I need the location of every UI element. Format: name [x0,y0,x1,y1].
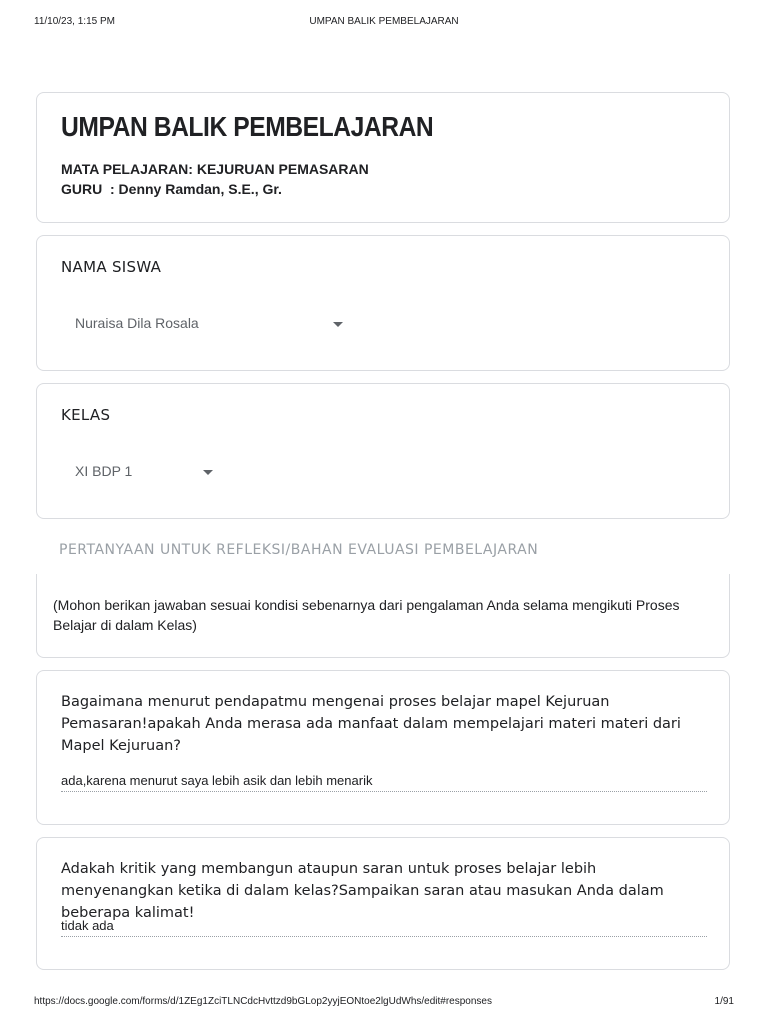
form-title: UMPAN BALIK PEMBELAJARAN [61,111,434,142]
question-text: Bagaimana menurut pendapatmu mengenai proses belajar mapel Kejuruan Pemasaran!apakah Anda merasa ada manfaat dalam mempelajari materi materi dari Mapel Kejuruan? [61,694,681,754]
question-text: Adakah kritik yang membangun ataupun saran untuk proses belajar lebih menyenangkan ketika di dalam kelas?Sampaikan saran atau masukan Anda dalam beberapa kalimat! [61,861,664,921]
answer-field[interactable]: tidak ada [61,918,707,937]
print-title: UMPAN BALIK PEMBELAJARAN [309,16,459,27]
teacher-line: GURU : Denny Ramdan, S.E., Gr. [61,181,282,197]
dropdown-arrow-icon [333,322,343,327]
kelas-dropdown[interactable] [75,460,220,484]
section-description-card [36,574,730,658]
nama-siswa-dropdown[interactable] [75,312,350,336]
dropdown-value: Nuraisa Dila Rosala [75,315,199,331]
section-title: PERTANYAAN UNTUK REFLEKSI/BAHAN EVALUASI PEMBELAJARAN [59,542,539,558]
question-card-kelas [36,383,730,519]
dropdown-arrow-icon [203,470,213,475]
question-card-reflection-1 [36,670,730,825]
question-label: KELAS [61,406,111,424]
print-timestamp: 11/10/23, 1:15 PM [34,16,115,27]
print-footer [34,996,734,1010]
form-header-card [36,92,730,223]
section-description: (Mohon berikan jawaban sesuai kondisi sebenarnya dari pengalaman Anda selama mengikuti Proses Belajar di dalam Kelas) [53,597,680,633]
form-description [61,159,369,199]
question-card-nama-siswa [36,235,730,371]
page-number: 1/91 [714,996,734,1007]
print-header [34,16,734,30]
question-card-reflection-2 [36,837,730,970]
question-label: NAMA SISWA [61,258,162,276]
print-url: https://docs.google.com/forms/d/1ZEg1ZciTLNCdcHvttzd9bGLop2yyjEONtoe2lgUdWhs/edit#responses [34,996,492,1007]
answer-field[interactable]: ada,karena menurut saya lebih asik dan lebih menarik [61,773,707,792]
dropdown-value: XI BDP 1 [75,463,133,479]
subject-line: MATA PELAJARAN: KEJURUAN PEMASARAN [61,161,369,177]
